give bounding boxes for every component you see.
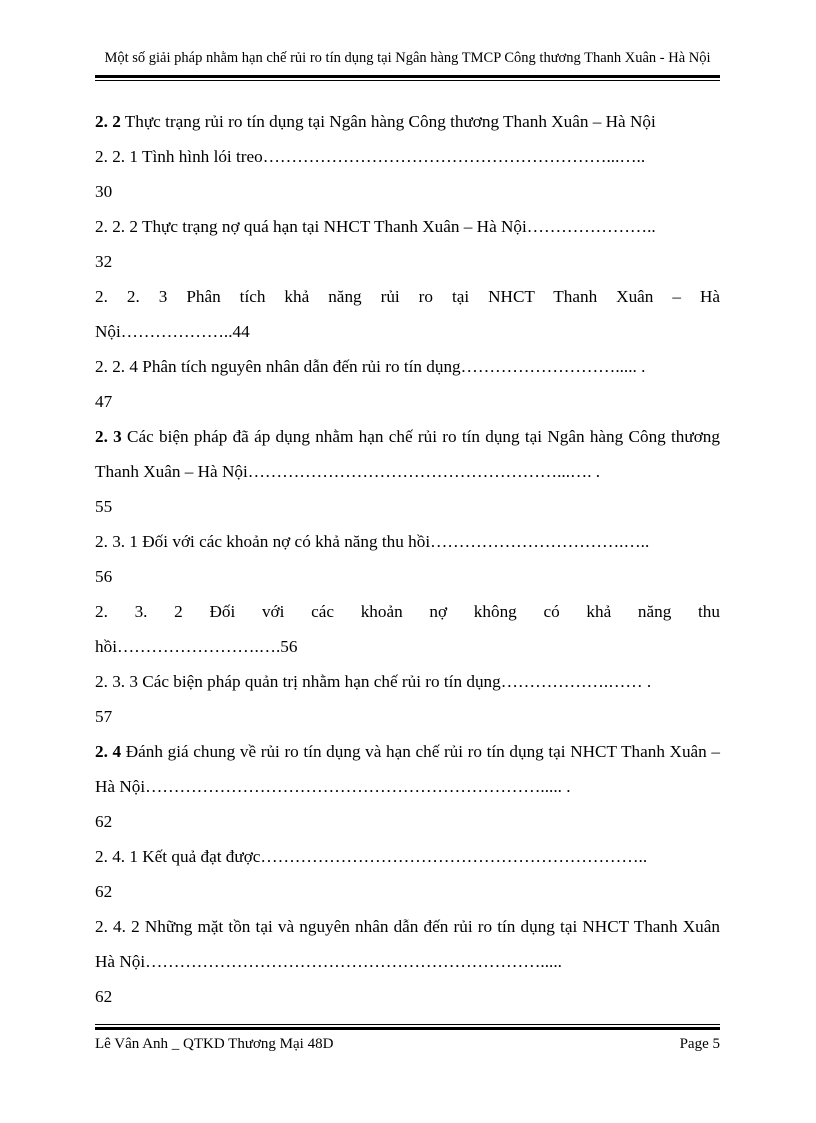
toc-title: 2. 4. 2 Những mặt tồn tại và nguyên nhân dẫn đến rủi ro tín dụng tại NHCT Thanh Xuân Hà Nội……………………………………………………………..... <box>95 917 720 971</box>
toc-title-line1: 2. 2. 3 Phân tích khả năng rủi ro tại NHCT Thanh Xuân – Hà <box>95 287 720 306</box>
toc-page-number: 55 <box>95 497 113 516</box>
toc-section-2-2 <box>95 104 720 139</box>
toc-title: Đánh giá chung về rủi ro tín dụng và hạn chế rủi ro tín dụng tại NHCT Thanh Xuân – Hà Nội……………………………………………………………..... . <box>95 742 721 796</box>
toc-title: 2. 2. 4 Phân tích nguyên nhân dẫn đến rủi ro tín dụng………………………..... . <box>95 357 646 376</box>
footer-author: Lê Vân Anh _ QTKD Thương Mại 48D <box>95 1036 334 1052</box>
footer-page-number: Page 5 <box>679 1036 720 1052</box>
toc-page-number: 62 <box>95 882 113 901</box>
toc-entry-2-4-2 <box>95 909 720 1014</box>
toc-number: 2. 2 <box>95 112 121 131</box>
toc-title: 2. 4. 1 Kết quả đạt được………………………………………………………….. <box>95 847 648 866</box>
toc-entry-2-3-2 <box>95 594 720 664</box>
footer-rule-thick <box>95 1027 720 1030</box>
toc-title: Các biện pháp đã áp dụng nhằm hạn chế rủi ro tín dụng tại Ngân hàng Công thương Thanh Xuân – Hà Nội………………………………………………...…. . <box>95 427 720 481</box>
toc-entry-2-2-3 <box>95 279 720 349</box>
toc-title-line2: hồi…………………….….56 <box>95 637 298 656</box>
toc-number: 2. 4 <box>95 742 122 761</box>
header-rule-thin <box>95 80 720 81</box>
toc-title: 2. 2. 2 Thực trạng nợ quá hạn tại NHCT Thanh Xuân – Hà Nội………………….. <box>95 217 656 236</box>
toc-page-number: 62 <box>95 987 113 1006</box>
toc-number: 2. 3 <box>95 427 122 446</box>
toc-title: 2. 2. 1 Tình hình lói treo……………………………………………………...….. <box>95 147 646 166</box>
toc-title: Thực trạng rủi ro tín dụng tại Ngân hàng Công thương Thanh Xuân – Hà Nội <box>120 112 656 131</box>
toc-page-number: 56 <box>95 567 113 586</box>
toc-entry-2-4-1 <box>95 839 720 909</box>
toc-page-number: 30 <box>95 182 113 201</box>
toc-page-number: 47 <box>95 392 113 411</box>
footer-rule-thin <box>95 1024 720 1025</box>
toc-page-number: 32 <box>95 252 113 271</box>
toc-entry-2-2-1 <box>95 139 720 209</box>
toc-title-line2: Nội………………..44 <box>95 322 250 341</box>
toc-entry-2-3-1 <box>95 524 720 594</box>
toc-section-2-4 <box>95 734 720 839</box>
page-header: Một số giải pháp nhằm hạn chế rủi ro tín dụng tại Ngân hàng TMCP Công thương Thanh Xuân - Hà Nội <box>104 50 711 66</box>
toc-section-2-3 <box>95 419 720 524</box>
toc-title: 2. 3. 1 Đối với các khoản nợ có khả năng thu hồi…………………………….….. <box>95 532 650 551</box>
header-rule-thick <box>95 75 720 78</box>
toc-page-number: 62 <box>95 812 113 831</box>
toc-title-line1: 2. 3. 2 Đối với các khoản nợ không có khả năng thu <box>95 602 720 621</box>
toc-page-number: 57 <box>95 707 113 726</box>
toc-entry-2-2-2 <box>95 209 720 279</box>
toc-title: 2. 3. 3 Các biện pháp quản trị nhằm hạn chế rủi ro tín dụng……………….…… . <box>95 672 652 691</box>
toc-entry-2-3-3 <box>95 664 720 734</box>
table-of-contents <box>95 104 720 1014</box>
toc-entry-2-2-4 <box>95 349 720 419</box>
